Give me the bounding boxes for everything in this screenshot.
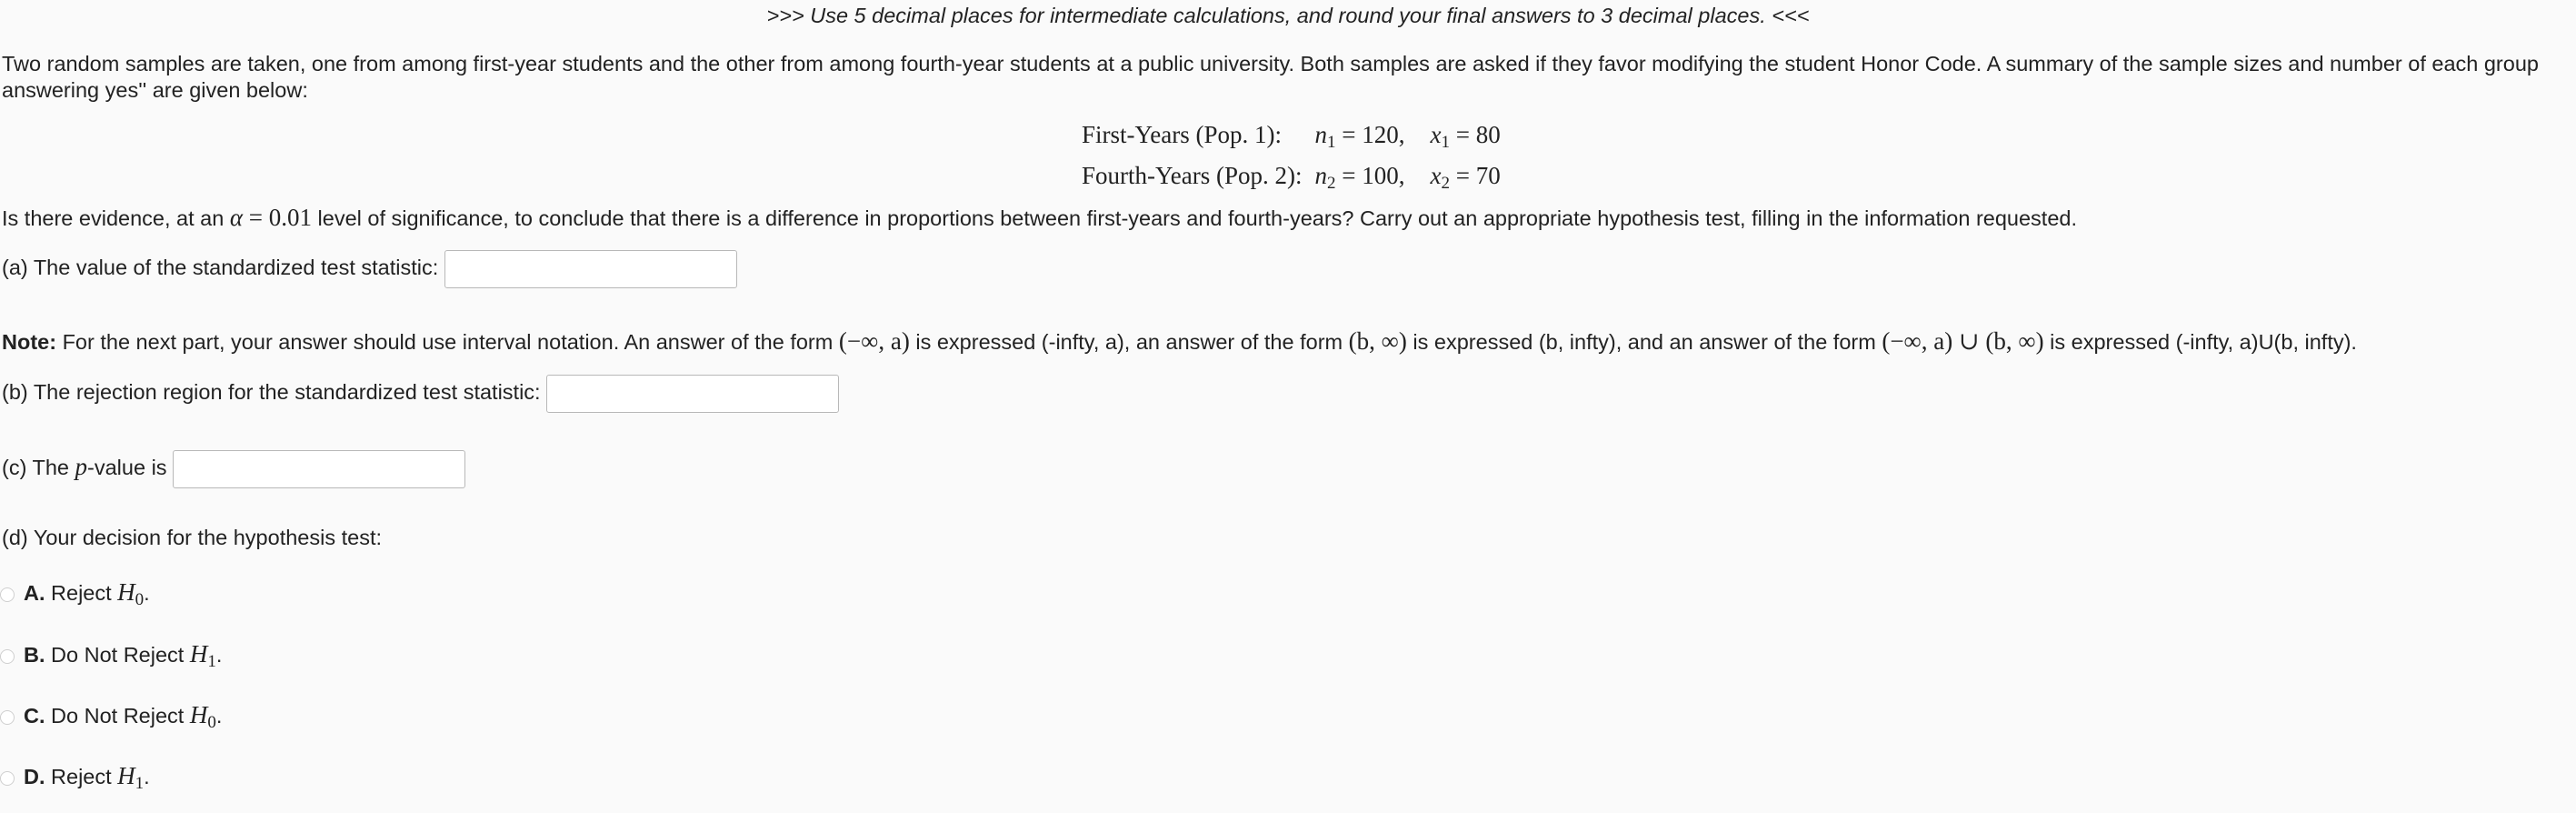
sample-successes: $x_1 = 80$ [1430, 121, 1501, 152]
decision-option-d[interactable]: D. Reject $H_1$. [0, 762, 150, 794]
part-a [2, 250, 737, 288]
question-text: Is there evidence, at an α = 0.01 level of significance, to conclude that there is a difference in proportions between first-years and fourth-years? Carry out an appropriate hypothesis test, filling in the information requested. [2, 204, 2077, 231]
decision-option-a[interactable]: A. Reject $H_0$. [0, 578, 150, 610]
decision-option-b[interactable]: B. Do Not Reject $H_1$. [0, 640, 222, 672]
alpha-symbol: α [229, 204, 244, 231]
sample-summary-table [1082, 118, 1501, 200]
radio-button[interactable] [0, 649, 15, 664]
part-d-label: (d) Your decision for the hypothesis test: [2, 526, 383, 549]
note-label: Note: [2, 330, 57, 354]
part-a-label: (a) The value of the standardized test statistic: [2, 256, 439, 280]
instruction-text: >>> Use 5 decimal places for intermediate calculations, and round your final answers to 3 decimal places. <<< [766, 4, 1810, 27]
part-b [2, 375, 839, 413]
decision-option-c[interactable]: C. Do Not Reject $H_0$. [0, 701, 222, 733]
sample-label: First-Years (Pop. 1): [1082, 121, 1283, 148]
p-value-input[interactable] [173, 450, 465, 488]
radio-button[interactable] [0, 771, 15, 786]
sample-size: $n_1 = 120$, [1314, 121, 1405, 152]
sample-summary [1082, 118, 1501, 200]
interval-note: Note: For the next part, your answer should use interval notation. An answer of the form (−∞, a) is expressed (-infty, a), an answer of the form (b, ∞) is expressed (b, infty), and an answer of the form (−∞, a) ∪ (b, ∞) is expressed (-infty, a)U(b, infty). [2, 327, 2357, 355]
problem-intro: Two random samples are taken, one from among first-year students and the other from among fourth-year students at a public university. Both samples are asked if they favor modifying the student Honor Code. A summary of the sample sizes and number of each group answering yes'' are given below: [2, 52, 2539, 102]
sample-row-first-years [1082, 118, 1501, 159]
sample-row-fourth-years [1082, 159, 1501, 200]
sample-size: $n_2 = 100$, [1314, 162, 1405, 193]
part-b-label: (b) The rejection region for the standardized test statistic: [2, 380, 541, 405]
part-c [2, 450, 465, 488]
rejection-region-input[interactable] [546, 375, 839, 413]
alpha-value: 0.01 [268, 204, 312, 231]
radio-button[interactable] [0, 710, 15, 725]
sample-successes: $x_2 = 70$ [1430, 162, 1501, 193]
part-c-label: (c) The p-value is [2, 453, 167, 481]
sample-label: Fourth-Years (Pop. 2): [1082, 162, 1303, 189]
radio-button[interactable] [0, 587, 15, 602]
test-statistic-input[interactable] [444, 250, 737, 288]
